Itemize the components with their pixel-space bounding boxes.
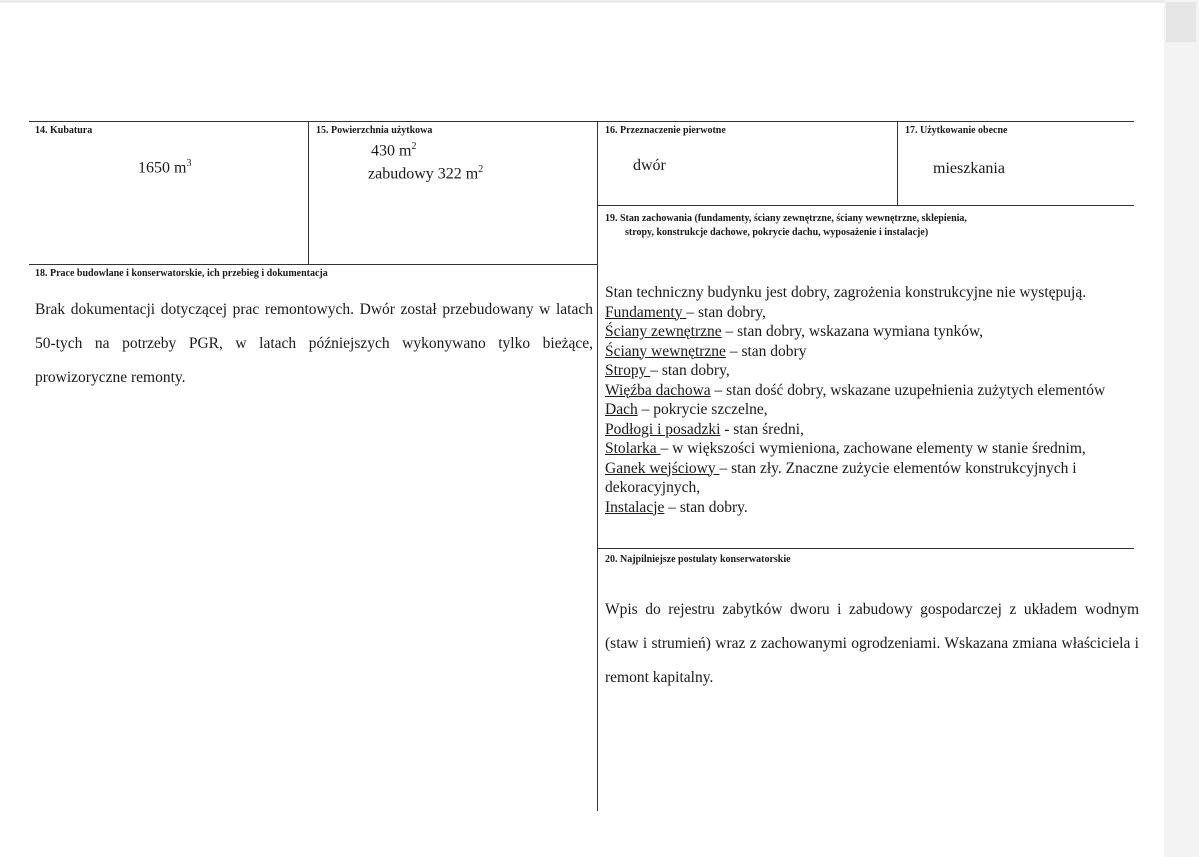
- scan-top-edge: [0, 0, 1199, 3]
- stan-zachowania-item-label: Dach: [605, 401, 638, 418]
- powierzchnia-uzytkowa-value: 430 $m^2$: [371, 141, 417, 160]
- stan-zachowania-item-text: – stan dobry, wskazana wymiana tynków,: [721, 323, 984, 340]
- stan-zachowania-item-label: Ściany zewnętrzne: [605, 323, 722, 340]
- stan-zachowania-item-label: Ganek wejściowy: [605, 459, 720, 477]
- stan-zachowania-item-label: Stropy: [605, 362, 651, 379]
- stan-zachowania-item-label: Instalacje: [605, 498, 665, 516]
- stan-zachowania-header-line2: stropy, konstrukcje dachowe, pokrycie dachu, wyposażenie i instalacje): [625, 227, 929, 238]
- stan-zachowania-item: [605, 400, 1145, 420]
- stan-zachowania-item: [605, 303, 1145, 323]
- stan-zachowania-item-text: – stan dość dobry, wskazane uzupełnienia zużytych elementów: [710, 381, 1106, 399]
- stan-zachowania-item-label: Fundamenty: [605, 303, 687, 321]
- stan-zachowania-item-label: Więźba dachowa: [605, 381, 711, 399]
- divider-16-19: [597, 205, 1134, 206]
- stan-zachowania-item: [605, 459, 1120, 498]
- stan-zachowania-item-label: Ściany wewnętrzne: [605, 342, 726, 360]
- powierzchnia-zabudowy-value: zabudowy 322 $m^2$: [368, 164, 484, 183]
- stan-zachowania-item-text: – stan dobry,: [650, 362, 730, 379]
- stan-zachowania-item: [605, 361, 1145, 381]
- prace-budowlane-text: Brak dokumentacji dotyczącej prac remontowych. Dwór został przebudowany w latach 50-tych na potrzeby PGR, w latach późniejszych wykonywano tylko bieżące, prowizoryczne remonty.: [35, 301, 593, 386]
- stan-zachowania-item-text: – w większości wymieniona, zachowane elementy w stanie średnim,: [660, 440, 1086, 457]
- uzytkowanie-value: mieszkania: [933, 160, 1005, 177]
- stan-zachowania-item: [605, 381, 1145, 401]
- stan-zachowania-item-label: Stolarka: [605, 440, 661, 457]
- postulaty-header: 20. Najpilniejsze postulaty konserwatorskie: [605, 554, 791, 565]
- przeznaczenie-value: dwór: [633, 157, 666, 174]
- kubatura-value: 1650 $m^3$: [138, 158, 192, 177]
- scan-corner-mark: [1166, 2, 1196, 42]
- divider-center: [597, 121, 598, 811]
- stan-zachowania-item-text: – stan dobry: [725, 342, 807, 360]
- stan-zachowania-item-text: – stan dobry,: [686, 303, 766, 321]
- przeznaczenie-header: 16. Przeznaczenie pierwotne: [605, 125, 726, 136]
- stan-zachowania-intro: Stan techniczny budynku jest dobry, zagrożenia konstrukcyjne nie występują.: [605, 284, 1087, 301]
- divider-16-17: [897, 121, 898, 205]
- kubatura-header: 14. Kubatura: [35, 125, 93, 136]
- divider-14-15: [308, 121, 309, 265]
- powierzchnia-header: 15. Powierzchnia użytkowa: [316, 125, 433, 136]
- divider-19-20: [597, 548, 1134, 549]
- stan-zachowania-item: [605, 342, 1145, 362]
- scan-right-edge: [1164, 0, 1199, 857]
- stan-zachowania-item: [605, 420, 1145, 440]
- stan-zachowania-item-text: - stan średni,: [720, 420, 804, 438]
- stan-zachowania-item-text: – stan dobry.: [664, 498, 748, 516]
- stan-zachowania-item-label: Podłogi i posadzki: [605, 420, 721, 438]
- uzytkowanie-header: 17. Użytkowanie obecne: [905, 125, 1008, 136]
- stan-zachowania-body: [605, 283, 1145, 517]
- stan-zachowania-item-text: – stan zły. Znaczne zużycie elementów konstrukcyjnych i dekoracyjnych,: [605, 459, 1077, 496]
- postulaty-text: Wpis do rejestru zabytków dworu i zabudowy gospodarczej z układem wodnym (staw i strumień) wraz z zachowanymi ogrodzeniami. Wskazana zmiana właściciela i remont kapitalny.: [605, 601, 1139, 686]
- stan-zachowania-header-line1: 19. Stan zachowania (fundamenty, ściany zewnętrzne, ściany wewnętrzne, sklepienia,: [605, 213, 967, 224]
- stan-zachowania-item-text: – pokrycie szczelne,: [637, 401, 768, 418]
- divider-15-18: [29, 264, 597, 265]
- stan-zachowania-item: [605, 439, 1145, 459]
- stan-zachowania-list: [605, 303, 1145, 518]
- stan-zachowania-item: [605, 322, 1145, 342]
- stan-zachowania-item: [605, 498, 1145, 518]
- form-top-border: [29, 121, 1134, 122]
- prace-budowlane-header: 18. Prace budowlane i konserwatorskie, ich przebieg i dokumentacja: [35, 268, 328, 279]
- stan-zachowania-header: [605, 212, 967, 240]
